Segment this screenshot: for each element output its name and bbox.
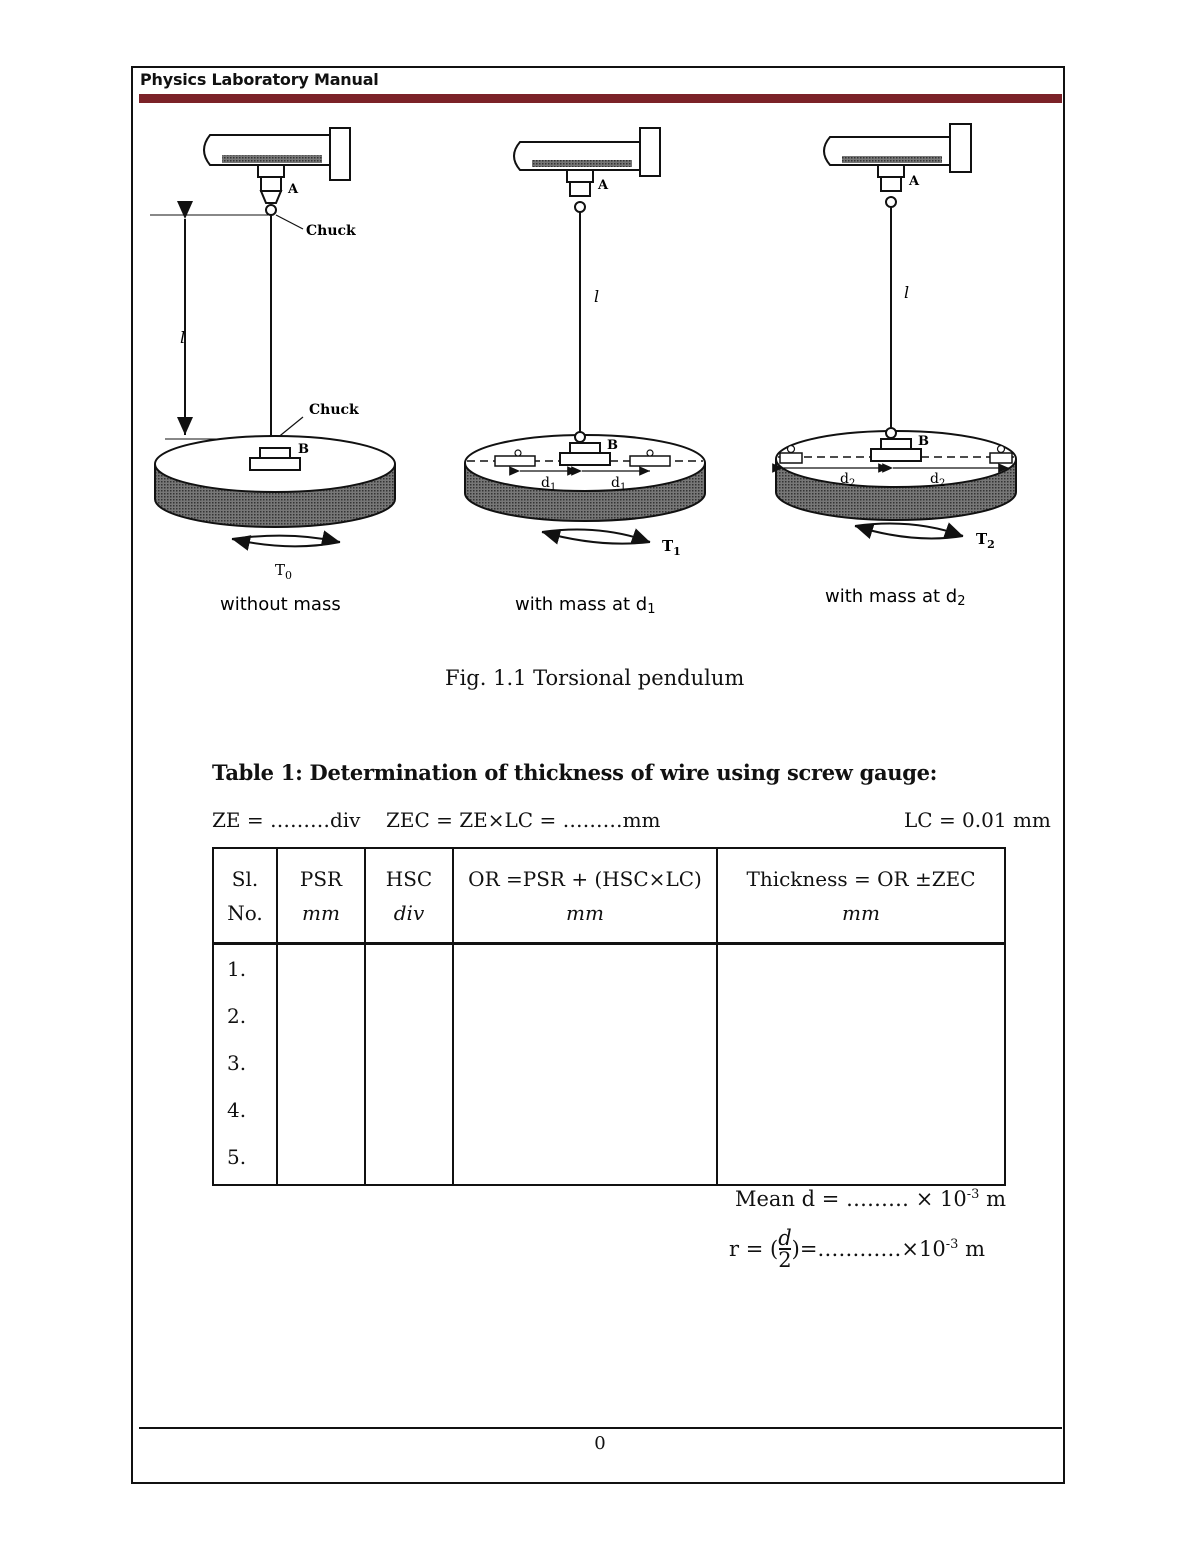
row-number: 2. [227, 1004, 247, 1028]
label-d1-right: $d_1$ [611, 475, 627, 493]
label-chuck-top: Chuck [306, 223, 356, 239]
label-l-2: l [594, 287, 600, 306]
panel-with-mass-d1 [465, 128, 705, 617]
mean-diameter: Mean d = ……… × $10^{-3}$ m [735, 1187, 1006, 1211]
torsional-pendulum-figure [140, 115, 1060, 635]
header-hsc: HSC div [365, 848, 453, 944]
label-d2-right: $d_2$ [930, 471, 946, 489]
label-t1: $T_1$ [662, 537, 681, 558]
panel-without-mass [150, 128, 395, 615]
caption-with-mass-d1: with mass at d1 [515, 594, 656, 617]
or-cell[interactable] [453, 944, 717, 1186]
label-l: l [180, 328, 186, 347]
least-count: LC = 0.01 mm [904, 808, 1051, 832]
label-b: B [298, 442, 309, 457]
hsc-cell[interactable] [365, 944, 453, 1186]
label-t2: $T_2$ [976, 530, 995, 551]
footer-rule [139, 1427, 1062, 1429]
sl-no-cell [213, 944, 277, 1186]
label-t0: $T_0$ [275, 561, 293, 582]
zero-error: ZE = ………div [212, 808, 361, 832]
label-b-2: B [607, 438, 618, 453]
panel-with-mass-d2 [776, 124, 1016, 609]
row-number: 1. [227, 957, 247, 981]
header-thickness: Thickness = OR ±ZEC mm [717, 848, 1005, 944]
header-observed-reading: OR =PSR + (HSC×LC) mm [453, 848, 717, 944]
label-b-3: B [918, 434, 929, 449]
row-number: 5. [227, 1145, 247, 1169]
caption-with-mass-d2: with mass at d2 [825, 586, 966, 609]
label-a-2: A [598, 178, 609, 193]
table-header-row [213, 848, 1005, 944]
header-bar [139, 94, 1062, 103]
label-chuck-bottom: Chuck [309, 402, 359, 418]
zero-error-correction: ZEC = ZE×LC = ………mm [386, 808, 661, 832]
d-over-2-fraction: $\frac{d}{2}$ [778, 1226, 792, 1272]
screw-gauge-table [212, 847, 1006, 1186]
figure-caption: Fig. 1.1 Torsional pendulum [445, 666, 745, 690]
table-body-row [213, 944, 1005, 1186]
header-title: Physics Laboratory Manual [140, 70, 379, 89]
label-d1-left: $d_1$ [541, 475, 557, 493]
page-number: 0 [594, 1433, 606, 1454]
radius-formula: r = ( $\frac{d}{2}$ )$=\dots\dots\dots\dots\times 10^{-3}$ m [729, 1226, 986, 1272]
psr-cell[interactable] [277, 944, 365, 1186]
row-number: 4. [227, 1098, 247, 1122]
header-sl-no: Sl. No. [213, 848, 277, 944]
table-title: Table 1: Determination of thickness of wire using screw gauge: [212, 760, 938, 785]
thickness-cell[interactable] [717, 944, 1005, 1186]
caption-without-mass: without mass [220, 594, 341, 615]
label-l-3: l [904, 283, 910, 302]
header-psr: PSR mm [277, 848, 365, 944]
label-a-3: A [909, 174, 920, 189]
label-d2-left: $d_2$ [840, 471, 856, 489]
label-a: A [288, 182, 299, 197]
row-number: 3. [227, 1051, 247, 1075]
